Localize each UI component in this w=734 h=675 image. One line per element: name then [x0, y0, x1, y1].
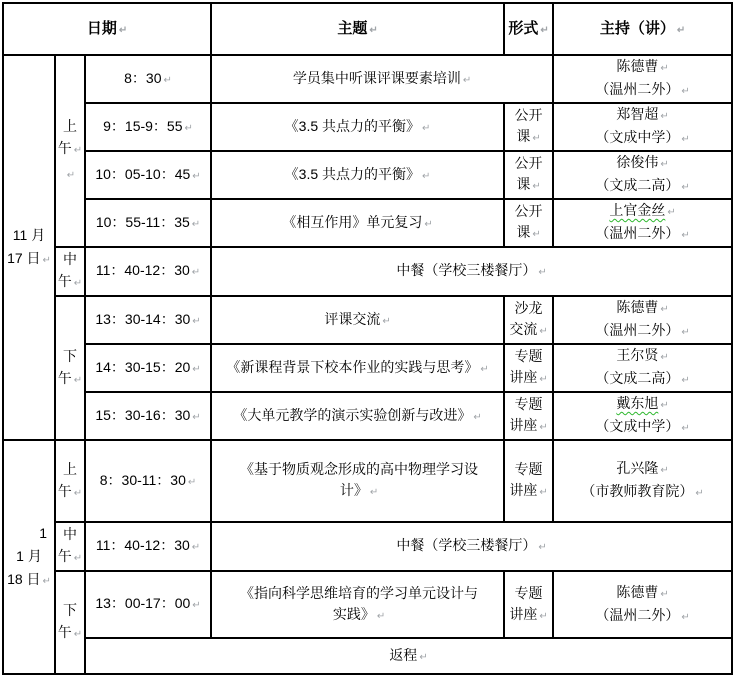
paragraph-mark-icon: ↵: [681, 86, 690, 97]
host-cell: [553, 296, 732, 344]
paragraph-mark-icon: ↵: [660, 159, 669, 170]
topic-text: 《3.5 共点力的平衡》: [284, 165, 421, 182]
host-cell: [553, 199, 732, 247]
lunch-cell: [211, 522, 732, 571]
paragraph-mark-icon: ↵: [191, 542, 201, 553]
format-line: 专题: [514, 396, 543, 412]
topic-line: 实践》 ↵: [332, 605, 386, 622]
date-line: 11 月: [12, 226, 46, 243]
date-line: 1: [39, 524, 47, 541]
schedule-table: [2, 2, 733, 675]
paragraph-mark-icon: ↵: [422, 170, 431, 182]
spellcheck-underlined-name: 戴东旭: [616, 395, 659, 411]
paragraph-mark-icon: ↵: [681, 327, 690, 338]
host-name: 陈德曹 ↵: [616, 583, 669, 600]
paragraph-mark-icon: ↵: [192, 600, 201, 611]
table-row: [3, 151, 732, 199]
host-name: 孔兴隆 ↵: [616, 460, 669, 476]
paragraph-mark-icon: ↵: [73, 374, 83, 386]
host-org: （文成中学） ↵: [595, 129, 690, 145]
date-line: 1 月: [16, 547, 42, 564]
host-org: （文成二高） ↵: [595, 177, 690, 193]
period-char: 午 ↵: [57, 624, 83, 640]
paragraph-mark-icon: ↵: [422, 122, 431, 134]
table-row: [3, 571, 732, 638]
host-org: （温州二外） ↵: [595, 322, 690, 338]
topic-text: 中餐（学校三楼餐厅）: [396, 262, 537, 278]
paragraph-mark-icon: ↵: [538, 542, 547, 553]
time-value: 15：30-16：30: [95, 406, 191, 423]
header-date-label: 日期: [86, 19, 117, 37]
topic-text: 《3.5 共点力的平衡》: [284, 117, 421, 134]
host-name: 徐俊伟 ↵: [616, 154, 669, 170]
paragraph-mark-icon: ↵: [540, 24, 549, 36]
period-char: 中: [63, 251, 77, 267]
format-line: 讲座 ↵: [509, 482, 548, 498]
host-name: 陈德曹 ↵: [616, 58, 669, 74]
period-char: 上: [63, 118, 77, 134]
header-topic-label: 主题: [337, 19, 368, 37]
format-line: 公开: [514, 203, 543, 219]
time-value: 10：05-10：45: [95, 165, 191, 182]
paragraph-mark-icon: ↵: [184, 122, 193, 134]
paragraph-mark-icon: ↵: [532, 181, 541, 192]
period-char: 午 ↵: [57, 482, 83, 499]
topic-cell: [211, 151, 504, 199]
format-line: 专题: [514, 348, 543, 364]
host-org: （市教师教育院） ↵: [581, 483, 704, 499]
paragraph-mark-icon: ↵: [118, 24, 128, 36]
paragraph-mark-icon: ↵: [532, 229, 541, 240]
period-char: 下: [63, 602, 77, 618]
period-char: 午 ↵: [57, 273, 83, 289]
empty-paragraph: [56, 162, 84, 187]
topic-text: 《新课程背景下校本作业的实践与思考》: [226, 358, 479, 375]
host-cell: [553, 151, 732, 199]
paragraph-mark-icon: ↵: [73, 629, 83, 640]
header-cell-topic: [211, 3, 504, 55]
paragraph-mark-icon: ↵: [163, 74, 172, 86]
return-trip-cell: [85, 638, 732, 674]
host-cell: [553, 440, 732, 522]
paragraph-mark-icon: ↵: [191, 267, 201, 278]
paragraph-mark-icon: ↵: [539, 422, 548, 433]
paragraph-mark-icon: ↵: [681, 134, 690, 145]
format-line: 交流 ↵: [509, 321, 548, 337]
period-char: 午 ↵: [57, 140, 83, 156]
host-cell: [553, 392, 732, 440]
topic-line: 《基于物质观念形成的高中物理学习设: [240, 461, 479, 477]
topic-cell: [211, 392, 504, 440]
table-row: [3, 392, 732, 440]
topic-text: 学员集中听课评课要素培训: [292, 69, 461, 86]
paragraph-mark-icon: ↵: [539, 610, 548, 622]
table-row: [3, 522, 732, 571]
format-line: 公开: [514, 155, 543, 171]
format-cell: [504, 571, 553, 638]
topic-text: 《相互作用》单元复习: [282, 213, 423, 230]
host-org: （文成二高） ↵: [595, 370, 690, 386]
paragraph-mark-icon: ↵: [73, 487, 83, 499]
host-cell: [553, 571, 732, 638]
table-row: [3, 103, 732, 151]
paragraph-mark-icon: ↵: [480, 363, 489, 375]
paragraph-mark-icon: ↵: [473, 411, 482, 423]
paragraph-mark-icon: ↵: [676, 24, 686, 36]
paragraph-mark-icon: ↵: [42, 254, 51, 266]
topic-cell: [211, 55, 553, 103]
time-value: 11：40-12：30: [95, 537, 190, 553]
period-cell-morning-day1: [55, 55, 85, 247]
format-cell: [504, 344, 553, 392]
paragraph-mark-icon: ↵: [538, 267, 547, 278]
period-char: 下: [63, 347, 77, 364]
time-cell: [85, 103, 211, 151]
format-line: 专题: [514, 584, 543, 601]
topic-text: 评课交流: [324, 310, 381, 327]
header-cell-format: [504, 3, 553, 55]
period-cell-noon-day2: [55, 522, 85, 571]
time-value: 9：15-9：55: [103, 117, 183, 134]
paragraph-mark-icon: ↵: [419, 651, 428, 663]
paragraph-mark-icon: ↵: [681, 375, 690, 386]
paragraph-mark-icon: ↵: [382, 315, 391, 327]
time-value: 8：30: [124, 69, 162, 86]
time-value: 11：40-12：30: [95, 262, 190, 278]
date-line: 18 日 ↵: [7, 570, 51, 587]
time-value: 13：30-14：30: [95, 310, 191, 327]
topic-text: 中餐（学校三楼餐厅）: [396, 537, 537, 553]
topic-cell: [211, 296, 504, 344]
host-cell: [553, 103, 732, 151]
paragraph-mark-icon: ↵: [73, 553, 83, 564]
topic-cell: [211, 199, 504, 247]
time-cell: [85, 571, 211, 638]
table-row: [3, 440, 732, 522]
period-char: 午 ↵: [57, 369, 83, 386]
format-cell: [504, 103, 553, 151]
topic-line: 计》 ↵: [339, 482, 379, 498]
paragraph-mark-icon: ↵: [539, 374, 548, 385]
period-char: 中: [63, 526, 77, 542]
time-cell: [85, 344, 211, 392]
format-line: 讲座 ↵: [509, 417, 548, 433]
paragraph-mark-icon: ↵: [462, 74, 472, 86]
paragraph-mark-icon: ↵: [681, 230, 690, 241]
date-cell-nov17: [3, 55, 55, 440]
spellcheck-underlined-name: 上官金丝: [609, 202, 666, 218]
host-org: （温州二外） ↵: [595, 225, 690, 241]
paragraph-mark-icon: ↵: [660, 111, 669, 122]
paragraph-mark-icon: ↵: [187, 476, 197, 488]
paragraph-mark-icon: ↵: [192, 170, 201, 182]
paragraph-mark-icon: ↵: [660, 352, 669, 363]
host-name: 王尔贤 ↵: [616, 347, 669, 363]
paragraph-mark-icon: ↵: [191, 218, 201, 230]
host-org: （温州二外） ↵: [595, 81, 690, 97]
paragraph-mark-icon: ↵: [66, 170, 76, 181]
time-cell: [85, 296, 211, 344]
paragraph-mark-icon: ↵: [376, 610, 386, 622]
lunch-cell: [211, 247, 732, 296]
paragraph-mark-icon: ↵: [667, 207, 676, 218]
topic-text: 返程: [389, 646, 418, 663]
host-name: [554, 393, 731, 416]
paragraph-mark-icon: ↵: [681, 182, 690, 193]
header-format-label: 形式: [508, 19, 539, 37]
format-line: 讲座 ↵: [509, 605, 548, 622]
format-line: 课 ↵: [516, 176, 541, 192]
time-cell: [85, 199, 211, 247]
time-cell: [85, 55, 211, 103]
paragraph-mark-icon: ↵: [73, 278, 83, 289]
paragraph-mark-icon: ↵: [681, 423, 690, 434]
period-cell-morning-day2: [55, 440, 85, 522]
table-row: [3, 199, 732, 247]
topic-text: 《大单元教学的演示实验创新与改进》: [233, 406, 472, 423]
topic-cell: [211, 103, 504, 151]
paragraph-mark-icon: ↵: [192, 411, 201, 423]
time-value: 8：30-11：30: [99, 471, 186, 488]
period-cell-afternoon-day2: [55, 571, 85, 674]
host-cell: [553, 344, 732, 392]
format-cell: [504, 296, 553, 344]
paragraph-mark-icon: ↵: [42, 575, 51, 587]
time-cell: [85, 392, 211, 440]
topic-cell: [211, 571, 504, 638]
period-char: 上: [63, 460, 77, 477]
period-cell-afternoon-day1: [55, 296, 85, 440]
host-cell: [553, 55, 732, 103]
period-cell-noon-day1: [55, 247, 85, 296]
period-char: 午 ↵: [57, 548, 83, 564]
time-value: 14：30-15：20: [95, 358, 191, 375]
paragraph-mark-icon: ↵: [681, 611, 690, 623]
paragraph-mark-icon: ↵: [695, 488, 704, 499]
format-line: 课 ↵: [516, 224, 541, 240]
format-cell: [504, 199, 553, 247]
header-host-label: 主持（讲）: [599, 19, 675, 37]
header-row: [3, 3, 732, 55]
paragraph-mark-icon: ↵: [192, 315, 201, 327]
header-cell-host: [553, 3, 732, 55]
format-line: 公开: [514, 107, 543, 123]
topic-line: 《指向科学思维培育的学习单元设计与: [240, 584, 479, 601]
paragraph-mark-icon: ↵: [660, 304, 669, 315]
paragraph-mark-icon: ↵: [424, 218, 433, 230]
format-cell: [504, 440, 553, 522]
format-line: 课 ↵: [516, 128, 541, 144]
format-line: 专题: [514, 461, 543, 477]
host-name: 郑智超 ↵: [616, 106, 669, 122]
date-line: 17 日 ↵: [7, 249, 51, 266]
time-cell: [85, 151, 211, 199]
format-line: 沙龙: [514, 300, 543, 316]
table-row: [3, 296, 732, 344]
paragraph-mark-icon: ↵: [539, 326, 548, 337]
time-cell: [85, 522, 211, 571]
table-row: [3, 638, 732, 674]
paragraph-mark-icon: ↵: [539, 487, 548, 498]
time-cell: [85, 440, 211, 522]
paragraph-mark-icon: ↵: [660, 63, 669, 74]
header-cell-date: [3, 3, 211, 55]
paragraph-mark-icon: ↵: [369, 24, 378, 36]
paragraph-mark-icon: ↵: [660, 400, 669, 411]
host-name: 陈德曹 ↵: [616, 299, 669, 315]
format-cell: [504, 392, 553, 440]
host-name: [554, 200, 731, 223]
paragraph-mark-icon: ↵: [192, 363, 201, 375]
paragraph-mark-icon: ↵: [73, 145, 83, 156]
format-cell: [504, 151, 553, 199]
paragraph-mark-icon: ↵: [369, 487, 379, 498]
topic-cell: [211, 344, 504, 392]
date-cell-day18: [3, 440, 55, 674]
time-cell: [85, 247, 211, 296]
topic-cell: [211, 440, 504, 522]
time-value: 10：55-11：35: [95, 213, 190, 230]
time-value: 13：00-17：00: [95, 595, 191, 611]
table-row: [3, 344, 732, 392]
paragraph-mark-icon: ↵: [660, 465, 669, 476]
format-line: 讲座 ↵: [509, 369, 548, 385]
host-org: （温州二外） ↵: [595, 606, 690, 623]
paragraph-mark-icon: ↵: [532, 133, 541, 144]
table-row: [3, 247, 732, 296]
host-org: （文成中学） ↵: [595, 418, 690, 434]
table-row: [3, 55, 732, 103]
paragraph-mark-icon: ↵: [660, 588, 669, 600]
